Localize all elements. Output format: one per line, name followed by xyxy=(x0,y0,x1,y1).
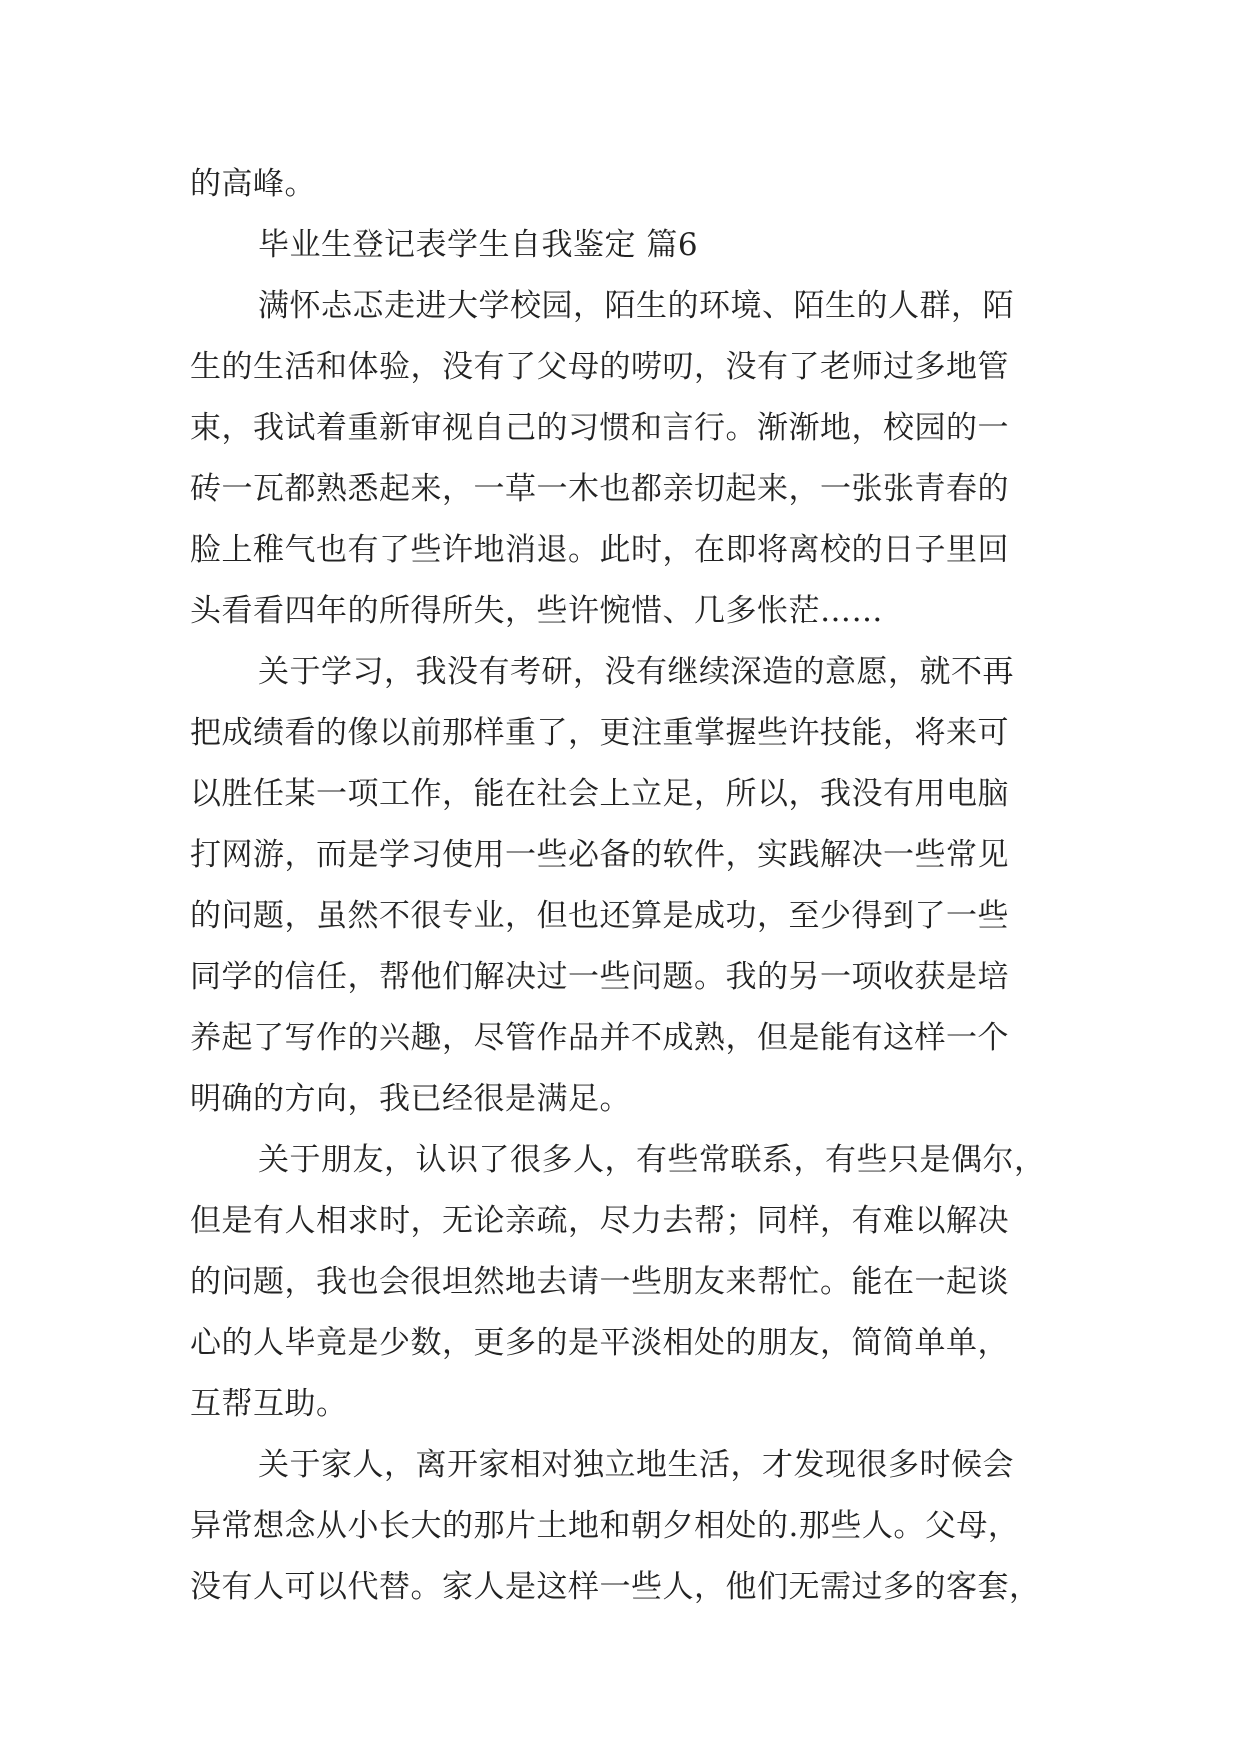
text-line: 打网游，而是学习使用一些必备的软件，实践解决一些常见 xyxy=(190,837,1009,873)
text-line: 养起了写作的兴趣，尽管作品并不成熟，但是能有这样一个 xyxy=(190,1020,1009,1056)
text-line: 的高峰。 xyxy=(190,166,316,202)
text-line: 以胜任某一项工作，能在社会上立足，所以，我没有用电脑 xyxy=(190,776,1009,812)
text-line: 同学的信任，帮他们解决过一些问题。我的另一项收获是培 xyxy=(190,959,1009,995)
text-line: 关于家人，离开家相对独立地生活，才发现很多时候会 xyxy=(258,1447,1014,1483)
text-line: 但是有人相求时，无论亲疏，尽力去帮；同样，有难以解决 xyxy=(190,1203,1009,1239)
text-line: 头看看四年的所得所失，些许惋惜、几多怅茫…… xyxy=(190,593,883,629)
text-line: 没有人可以代替。家人是这样一些人，他们无需过多的客套， xyxy=(190,1569,1041,1605)
text-line: 束，我试着重新审视自己的习惯和言行。渐渐地，校园的一 xyxy=(190,410,1009,446)
section-heading: 毕业生登记表学生自我鉴定 篇6 xyxy=(258,227,699,263)
text-line: 的问题，虽然不很专业，但也还算是成功，至少得到了一些 xyxy=(190,898,1009,934)
text-line: 明确的方向，我已经很是满足。 xyxy=(190,1081,631,1117)
text-line: 关于学习，我没有考研，没有继续深造的意愿，就不再 xyxy=(258,654,1014,690)
text-line: 砖一瓦都熟悉起来，一草一木也都亲切起来，一张张青春的 xyxy=(190,471,1009,507)
text-line: 生的生活和体验，没有了父母的唠叨，没有了老师过多地管 xyxy=(190,349,1009,385)
text-line: 异常想念从小长大的那片土地和朝夕相处的.那些人。父母， xyxy=(190,1508,1020,1544)
text-line: 把成绩看的像以前那样重了，更注重掌握些许技能，将来可 xyxy=(190,715,1009,751)
text-line: 关于朋友，认识了很多人，有些常联系，有些只是偶尔， xyxy=(258,1142,1046,1178)
text-line: 的问题，我也会很坦然地去请一些朋友来帮忙。能在一起谈 xyxy=(190,1264,1009,1300)
text-line: 心的人毕竟是少数，更多的是平淡相处的朋友，简简单单， xyxy=(190,1325,1009,1361)
text-line: 互帮互助。 xyxy=(190,1386,348,1422)
text-line: 满怀忐忑走进大学校园，陌生的环境、陌生的人群，陌 xyxy=(258,288,1014,324)
text-line: 脸上稚气也有了些许地消退。此时，在即将离校的日子里回 xyxy=(190,532,1009,568)
